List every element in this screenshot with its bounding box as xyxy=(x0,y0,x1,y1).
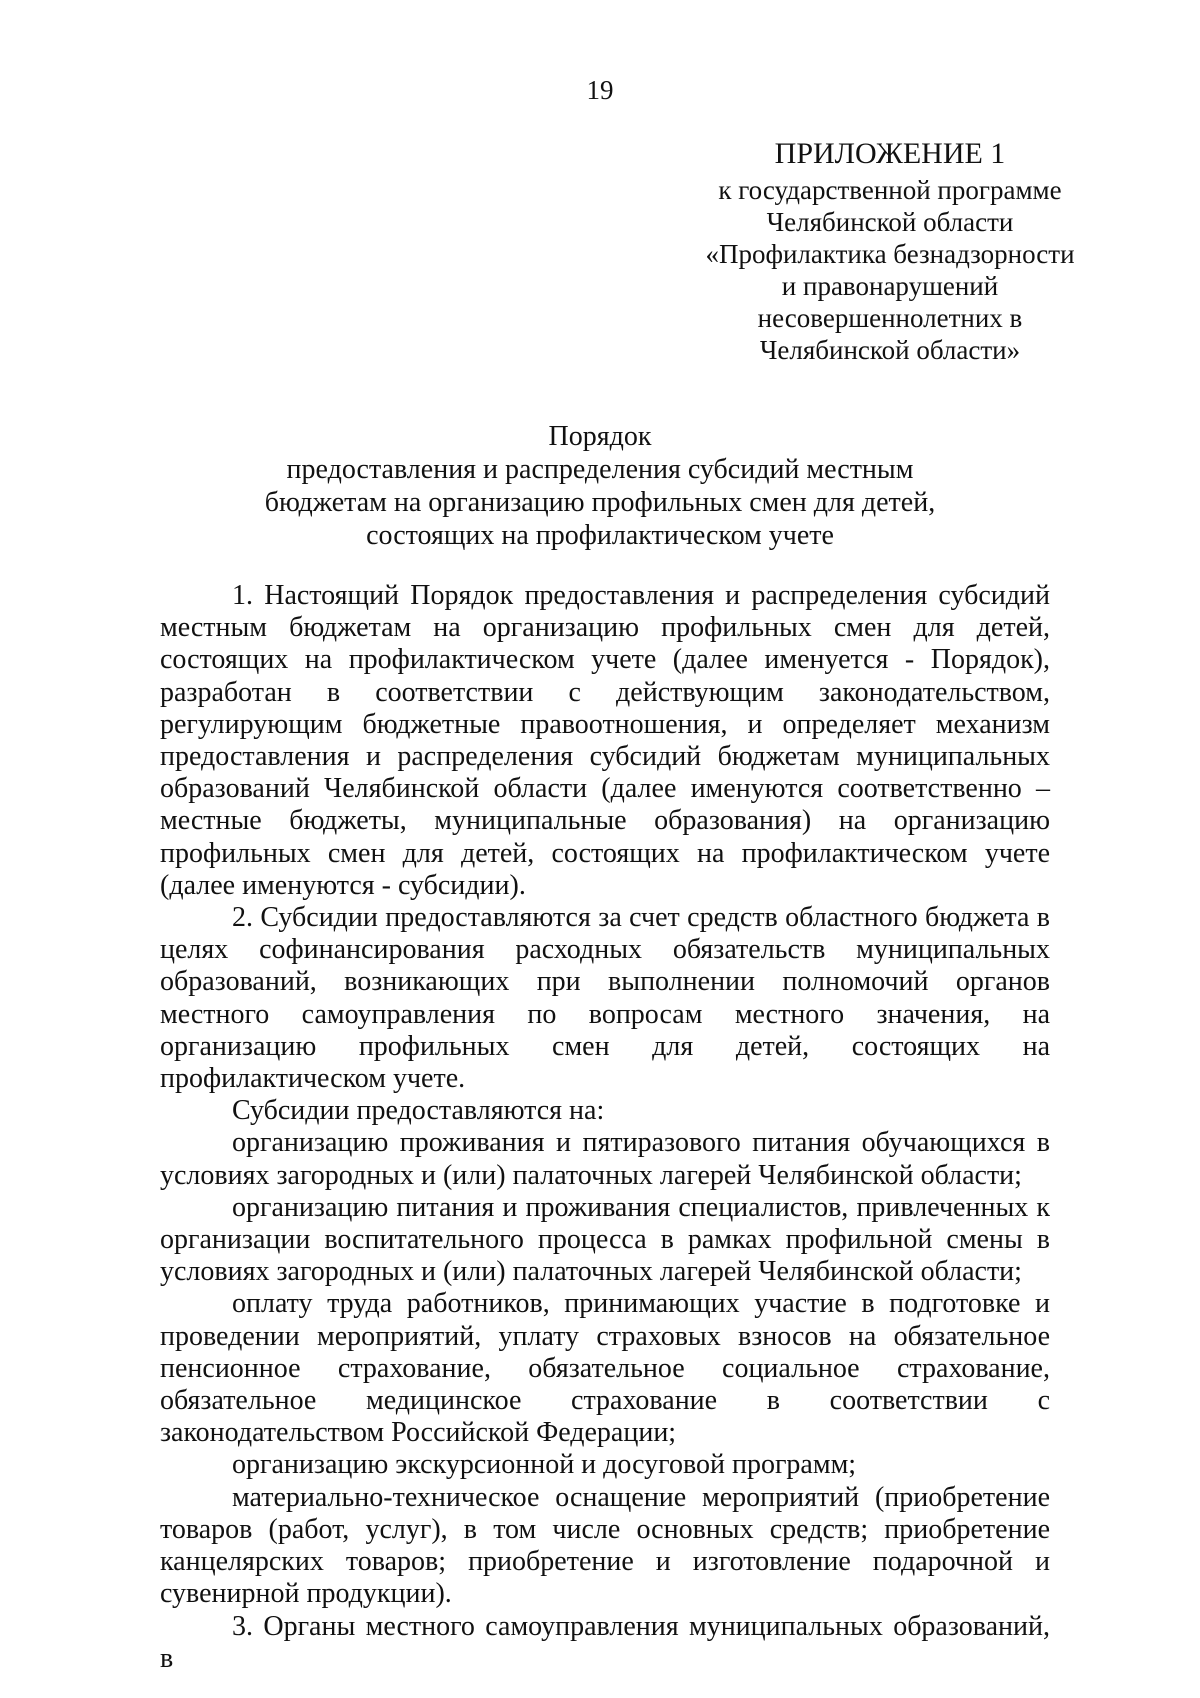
list-item-excursions: организацию экскурсионной и досуговой программ; xyxy=(232,1449,857,1481)
document-title xyxy=(150,420,1050,552)
page-number: 19 xyxy=(586,75,614,105)
paragraph-1: 1. Настоящий Порядок предоставления и распределения субсидий местным бюджетам на организацию профильных смен для детей, состоящих на профилактическом учете (далее именуется - Порядок), разработан в соответствии с действующим законодательством, регулирующим бюджетные правоотношения, и определяет механизм предоставления и распределения субсидий бюджетам муниципальных образований Челябинской области (далее именуются соответственно – местные бюджеты, муниципальные образования) на организацию профильных смен для детей, состоящих на профилактическом учете (далее именуются - субсидии). xyxy=(160,580,1050,901)
appendix-heading: ПРИЛОЖЕНИЕ 1 xyxy=(774,137,1006,170)
title-word: Порядок xyxy=(548,421,652,452)
appendix-line: Челябинской области» xyxy=(759,335,1021,365)
paragraph-subsidies-intro: Субсидии предоставляются на: xyxy=(232,1095,605,1127)
appendix-header xyxy=(690,136,1090,366)
list-item-equipment: материально-техническое оснащение мероприятий (приобретение товаров (работ, услуг), в том числе основных средств; приобретение канцелярских товаров; приобретение и изготовление подарочной и сувенирной продукции). xyxy=(160,1481,1050,1610)
appendix-line: к государственной программе xyxy=(718,175,1062,205)
list-item-accommodation: организацию проживания и пятиразового питания обучающихся в условиях загородных и (или) палаточных лагерей Челябинской области; xyxy=(160,1127,1050,1191)
list-item-specialists: организацию питания и проживания специалистов, привлеченных к организации воспитательного процесса в рамках профильной смены в условиях загородных и (или) палаточных лагерей Челябинской области; xyxy=(160,1191,1050,1288)
appendix-line: несовершеннолетних в xyxy=(757,303,1023,333)
title-line: бюджетам на организацию профильных смен для детей, xyxy=(264,487,936,518)
list-item-labor-payment: оплату труда работников, принимающих участие в подготовке и проведении мероприятий, уплату страховых взносов на обязательное пенсионное страхование, обязательное социальное страхование, обязательное медицинское страхование в соответствии с законодательством Российской Федерации; xyxy=(160,1288,1050,1449)
title-line: состоящих на профилактическом учете xyxy=(366,520,834,551)
title-line: предоставления и распределения субсидий местным xyxy=(286,454,914,485)
appendix-line: Челябинской области xyxy=(766,207,1014,237)
paragraph-2: 2. Субсидии предоставляются за счет средств областного бюджета в целях софинансирования расходных обязательств муниципальных образований, возникающих при выполнении полномочий органов местного самоуправления по вопросам местного значения, на организацию профильных смен для детей, состоящих на профилактическом учете. xyxy=(160,902,1050,1095)
document-body xyxy=(160,580,1050,1675)
appendix-line: и правонарушений xyxy=(781,271,999,301)
paragraph-3: 3. Органы местного самоуправления муниципальных образований, в xyxy=(160,1610,1050,1674)
appendix-line: «Профилактика безнадзорности xyxy=(705,239,1075,269)
